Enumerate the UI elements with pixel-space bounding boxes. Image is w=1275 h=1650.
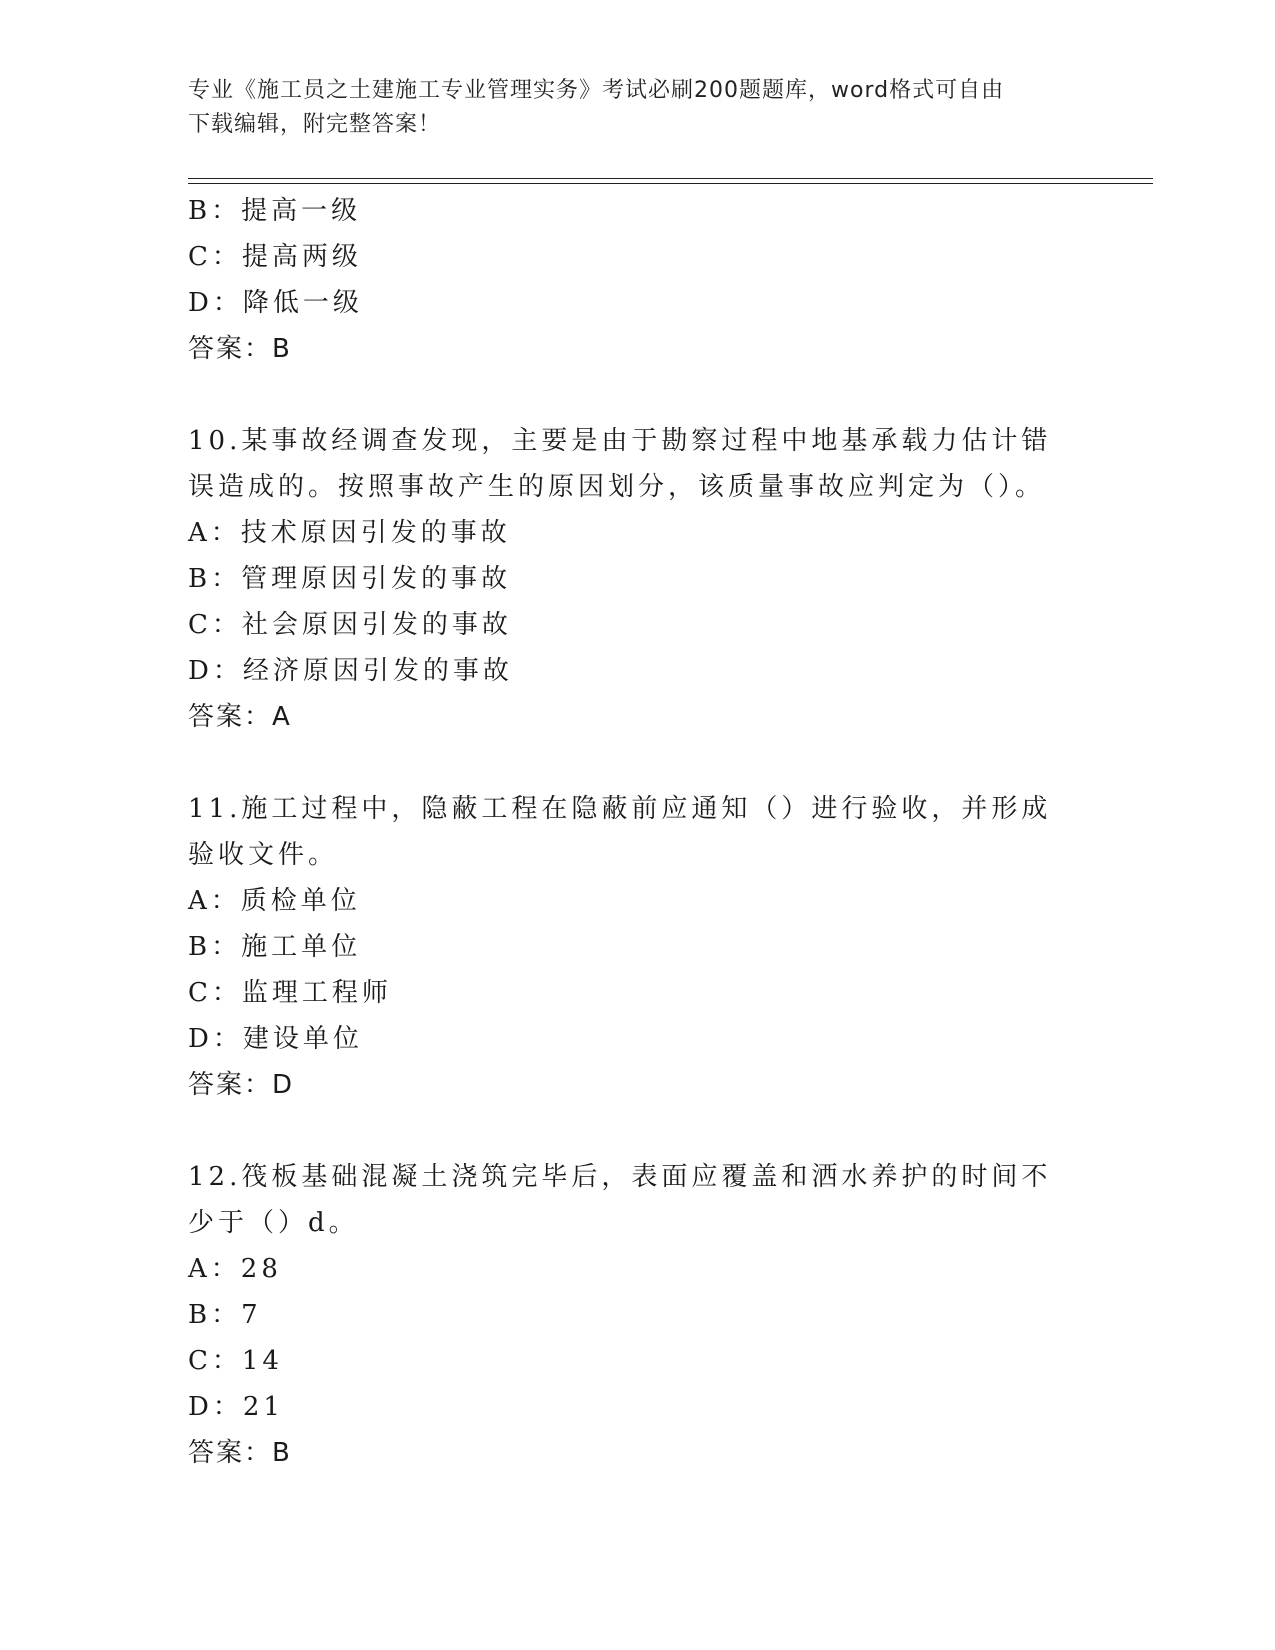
- question-block-11: [188, 786, 1088, 1108]
- document-header: [188, 74, 1068, 142]
- question-text: 10.某事故经调查发现，主要是由于勘察过程中地基承载力估计错误造成的。按照事故产生的原因划分，该质量事故应判定为（）。: [188, 426, 1052, 502]
- answer-line: 答案：A: [188, 702, 292, 732]
- option-c: C：提高两级: [188, 242, 362, 272]
- question-text: 12.筏板基础混凝土浇筑完毕后，表面应覆盖和洒水养护的时间不少于（）d。: [188, 1162, 1052, 1238]
- header-divider-bottom: [188, 183, 1153, 184]
- header-title-line-2: 下载编辑，附完整答案！: [188, 112, 442, 137]
- option-a: A：技术原因引发的事故: [188, 518, 511, 548]
- question-block-10: [188, 418, 1088, 740]
- answer-line: 答案：B: [188, 334, 292, 364]
- question-text: 11.施工过程中，隐蔽工程在隐蔽前应通知（）进行验收，并形成验收文件。: [188, 794, 1052, 870]
- option-d: D：降低一级: [188, 288, 363, 318]
- option-b: B：提高一级: [188, 196, 362, 226]
- option-a: A：28: [188, 1254, 282, 1284]
- partial-question-block: [188, 188, 1088, 372]
- option-d: D：建设单位: [188, 1024, 363, 1054]
- answer-line: 答案：B: [188, 1438, 292, 1468]
- header-title-line-1: 专业《施工员之土建施工专业管理实务》考试必刷200题题库，word格式可自由: [188, 78, 1005, 103]
- header-divider-top: [188, 178, 1153, 179]
- option-a: A：质检单位: [188, 886, 361, 916]
- option-b: B：7: [188, 1300, 262, 1330]
- option-b: B：施工单位: [188, 932, 362, 962]
- document-body: [188, 188, 1088, 1476]
- question-block-12: [188, 1154, 1088, 1476]
- option-d: D：经济原因引发的事故: [188, 656, 513, 686]
- option-c: C：社会原因引发的事故: [188, 610, 512, 640]
- option-d: D：21: [188, 1392, 284, 1422]
- option-b: B：管理原因引发的事故: [188, 564, 512, 594]
- option-c: C：监理工程师: [188, 978, 392, 1008]
- option-c: C：14: [188, 1346, 283, 1376]
- answer-line: 答案：D: [188, 1070, 295, 1100]
